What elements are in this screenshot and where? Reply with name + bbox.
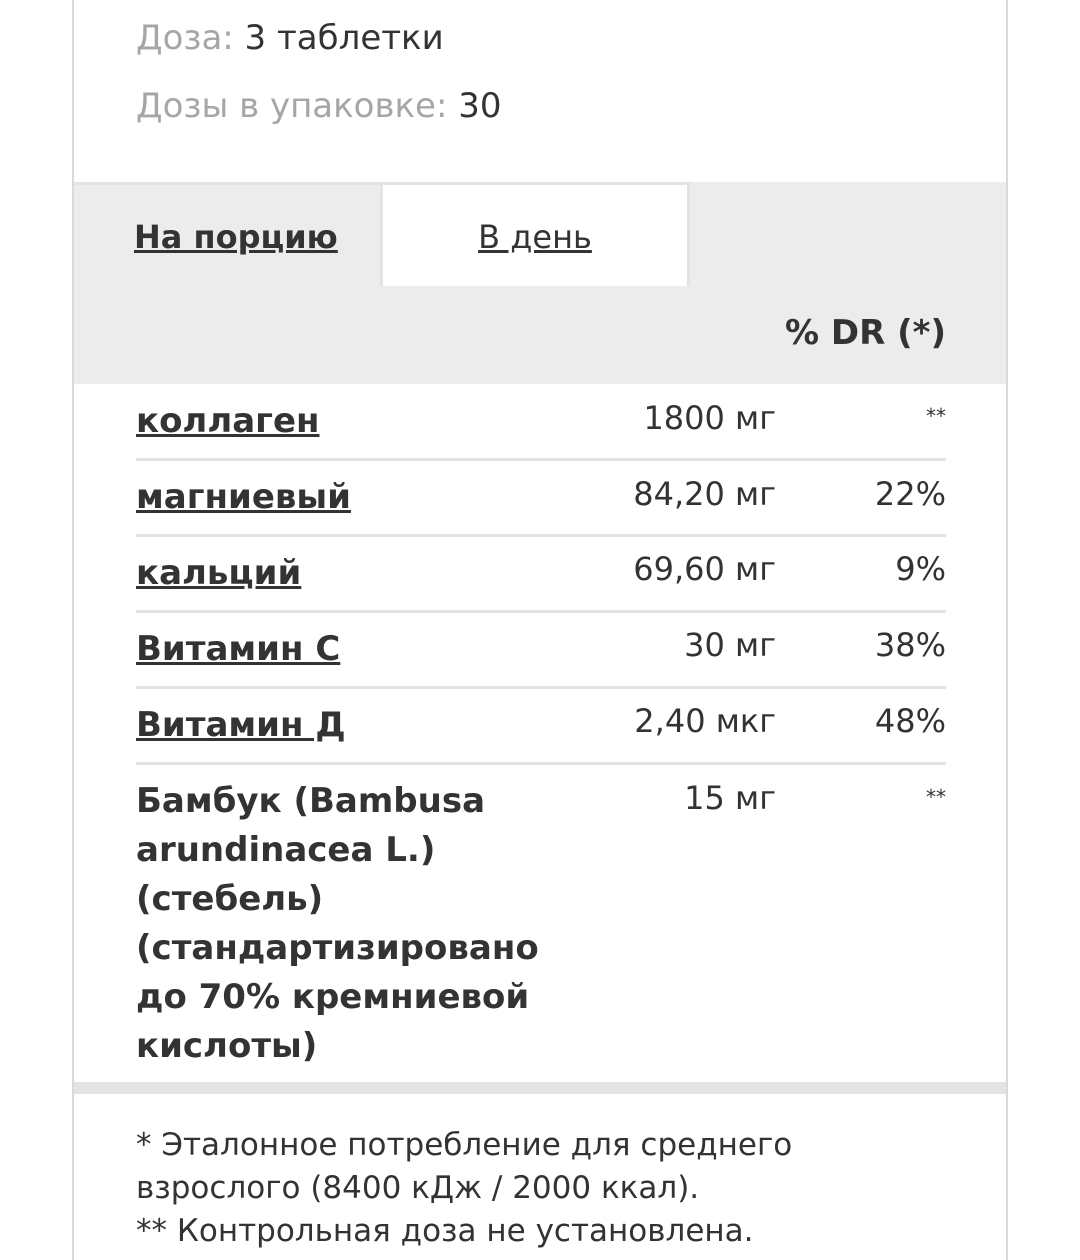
footer-divider	[74, 1082, 1006, 1094]
table-row	[136, 689, 946, 765]
ingredient-dr: **	[926, 785, 946, 809]
ingredient-amount: 1800 мг	[643, 399, 776, 437]
table-row	[136, 384, 946, 461]
tab-per-day[interactable]: В день	[380, 182, 690, 286]
ingredient-dr: **	[926, 404, 946, 428]
table-row	[136, 537, 946, 613]
servings-per-pack-label: Дозы в упаковке:	[136, 86, 448, 126]
ingredient-link[interactable]: Витамин С	[136, 629, 341, 669]
ingredient-link[interactable]: коллаген	[136, 401, 320, 441]
ingredient-dr: 9%	[895, 550, 946, 588]
ingredient-amount: 84,20 мг	[633, 475, 776, 513]
table-row	[136, 765, 946, 1075]
ingredient-amount: 69,60 мг	[633, 550, 776, 588]
ingredient-amount: 15 мг	[684, 779, 776, 817]
supplement-facts-panel	[72, 0, 1008, 1260]
ingredient-name: Бамбук (Bambusa arundinacea L.) (стебель) (стандартизировано до 70% кремниевой кислоты)	[136, 781, 539, 1066]
dr-column-header: % DR (*)	[784, 313, 946, 353]
table-row	[136, 461, 946, 537]
ingredient-dr: 22%	[874, 475, 946, 513]
ingredient-link[interactable]: Витамин Д	[136, 705, 346, 745]
footnotes	[136, 1124, 956, 1253]
dose-value: 3 таблетки	[244, 18, 444, 58]
tab-per-serving[interactable]: На порцию	[74, 182, 380, 286]
footnote-reference-intake: * Эталонное потребление для среднего взрослого (8400 кДж / 2000 ккал).	[136, 1127, 793, 1206]
ingredient-amount: 2,40 мкг	[634, 702, 776, 740]
dose-label: Доза:	[136, 18, 234, 58]
servings-per-pack-line	[136, 86, 502, 126]
footnote-no-reference: ** Контрольная доза не установлена.	[136, 1213, 754, 1249]
servings-per-pack-value: 30	[458, 86, 502, 126]
ingredient-dr: 38%	[874, 626, 946, 664]
ingredient-amount: 30 мг	[684, 626, 776, 664]
ingredient-link[interactable]: кальций	[136, 553, 302, 593]
dose-line	[136, 18, 444, 58]
ingredient-dr: 48%	[874, 702, 946, 740]
table-header	[74, 286, 1006, 384]
table-row	[136, 613, 946, 689]
ingredient-link[interactable]: магниевый	[136, 477, 351, 517]
